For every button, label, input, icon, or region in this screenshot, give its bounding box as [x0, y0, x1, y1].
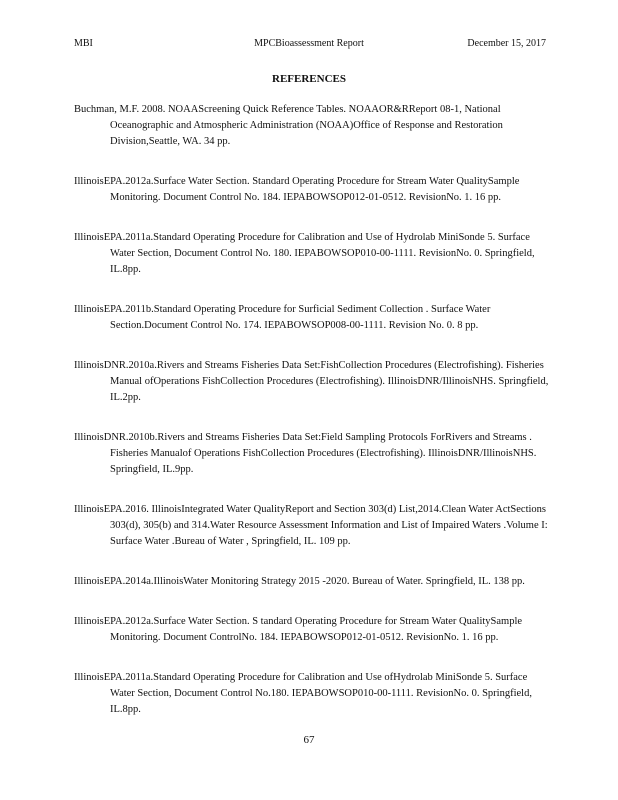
reference-item: IllinoisEPA.2012a.Surface Water Section. S tandard Operating Procedure for Stream Water QualitySample Monitoring. Document ControlNo. 184. IEPABOWSOP012-01-0512. RevisionNo. 1. 16 pp. — [74, 616, 523, 643]
reference-item: IllinoisEPA.2012a.Surface Water Section. Standard Operating Procedure for Stream Water QualitySample Monitoring. Document Control No. 184. IEPABOWSOP012-01-0512. RevisionNo. 1. 16 pp. — [74, 176, 520, 203]
reference-item: IllinoisDNR.2010b.Rivers and Streams Fisheries Data Set:Field Sampling Protocols ForRivers and Streams . Fisheries Manualof Operations FishCollection Procedures (Electrofishing). IllinoisDNR/IllinoisNHS. Springfield, IL.9pp. — [74, 432, 537, 475]
reference-item: IllinoisEPA.2016. IllinoisIntegrated Water QualityReport and Section 303(d) List,2014.Clean Water ActSections 303(d), 305(b) and 314.Water Resource Assessment Information and List of Impaired Waters .Volume I: Surface Water .Bureau of Water , Springfield, IL. 109 pp. — [74, 504, 548, 547]
reference-item: IllinoisDNR.2010a.Rivers and Streams Fisheries Data Set:FishCollection Procedures (Electrofishing). Fisheries Manual ofOperations FishCollection Procedures (Electrofishing). IllinoisDNR/IllinoisNHS. Springfield, IL.2pp. — [74, 360, 549, 403]
reference-item: Buchman, M.F. 2008. NOAAScreening Quick Reference Tables. NOAAOR&RReport 08-1, National Oceanographic and Atmospheric Administration (NOAA)Office of Response and Restoration Division,Seattle, WA. 34 pp. — [74, 104, 503, 147]
header-report-title: MPCBioassessment Report — [254, 38, 364, 49]
reference-item: IllinoisEPA.2014a.IllinoisWater Monitoring Strategy 2015 -2020. Bureau of Water. Springfield, IL. 138 pp. — [74, 576, 525, 587]
reference-item: IllinoisEPA.2011a.Standard Operating Procedure for Calibration and Use ofHydrolab MiniSonde 5. Surface Water Section, Document Control No.180. IEPABOWSOP010-00-1111. RevisionNo. 0. Springfield, IL.8pp. — [74, 672, 532, 715]
reference-item: IllinoisEPA.2011a.Standard Operating Procedure for Calibration and Use of Hydrolab MiniSonde 5. Surface Water Section, Document Control No. 180. IEPABOWSOP010-00-1111. RevisionNo. 0. Springfield, IL.8pp. — [74, 232, 535, 275]
reference-item: IllinoisEPA.2011b.Standard Operating Procedure for Surficial Sediment Collection . Surface Water Section.Document Control No. 174. IEPABOWSOP008-00-1111. Revision No. 0. 8 pp. — [74, 304, 491, 331]
reference-list — [74, 102, 552, 718]
section-title: REFERENCES — [272, 73, 346, 85]
header-date: December 15, 2017 — [467, 38, 546, 49]
header-org: MBI — [74, 38, 93, 49]
page-number: 67 — [303, 734, 315, 746]
